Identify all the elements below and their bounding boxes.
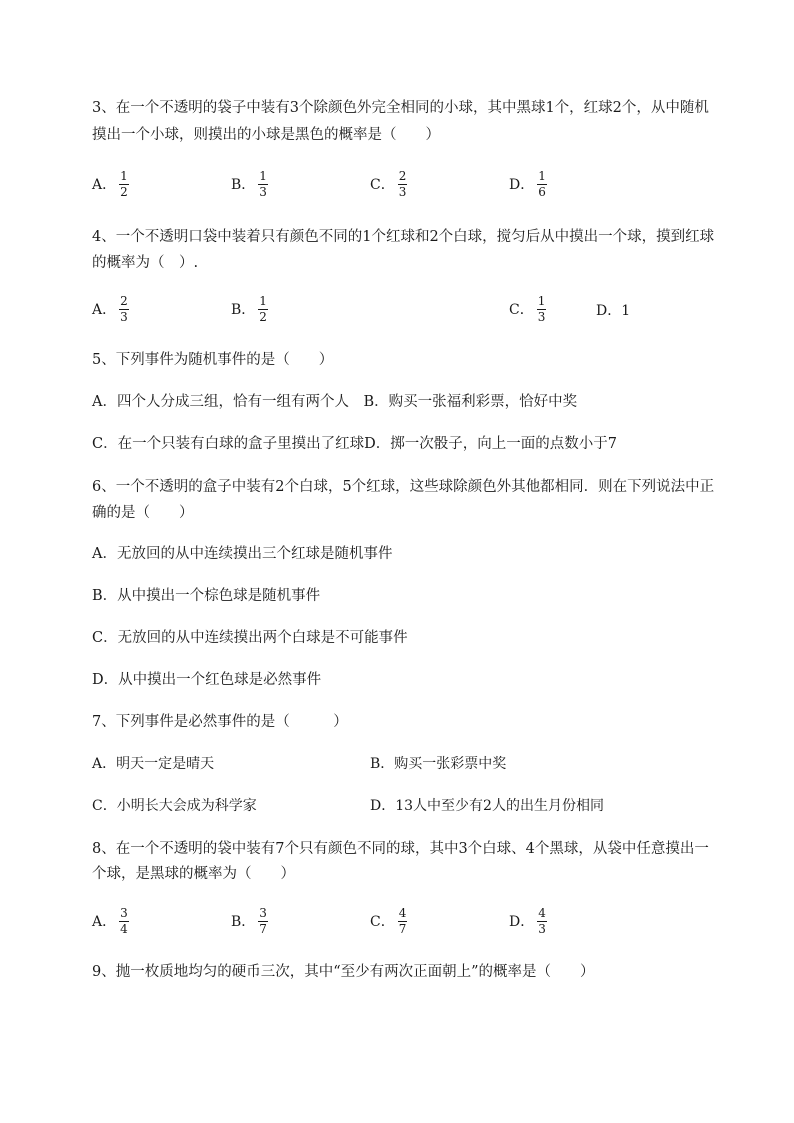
denominator: 7 [398,922,407,936]
q7-option-d: D．13人中至少有2人的出生月份相同 [370,798,604,814]
fraction [537,907,547,936]
q5-stem: 5、下列事件为随机事件的是（ ） [92,352,334,368]
fraction [398,907,408,936]
q4-option-b [231,295,268,324]
q8-option-b [231,907,268,936]
q8-stem-line2: 个球，是黑球的概率为（ ） [92,866,295,882]
fraction [398,170,408,199]
q4-stem-line2: 的概率为（ ）. [92,255,199,271]
q4-option-a [92,295,129,324]
option-letter: A． [92,301,117,318]
denominator: 4 [120,922,128,936]
q6-option-b: B．从中摸出一个棕色球是随机事件 [92,588,321,604]
q6-stem-line1: 6、一个不透明的盒子中装有2个白球，5个红球，这些球除颜色外其他都相同．则在下列说法中正 [92,479,715,495]
q9-stem: 9、抛一枚质地均匀的硬币三次，其中“至少有两次正面朝上”的概率是（ ） [92,964,595,980]
q7-option-a: A．明天一定是晴天 [92,756,215,772]
option-letter: A． [92,913,117,930]
q3-option-a [92,170,129,199]
numerator: 3 [120,906,128,920]
q8-option-a [92,907,129,936]
q3-stem-line2: 摸出一个小球，则摸出的小球是黑色的概率是（ ） [92,127,440,143]
numerator: 2 [398,169,407,183]
fraction [258,907,268,936]
q8-stem-line1: 8、在一个不透明的袋中装有7个只有颜色不同的球，其中3个白球、4个黑球，从袋中任意摸出一 [92,841,709,857]
numerator: 1 [259,169,267,183]
fraction [119,170,129,199]
q3-option-c [370,170,407,199]
numerator: 4 [538,906,546,920]
denominator: 3 [120,310,128,324]
q7-option-b: B．购买一张彩票中奖 [370,756,507,772]
q6-option-a: A．无放回的从中连续摸出三个红球是随机事件 [92,546,393,562]
numerator: 1 [259,294,267,308]
fraction [537,295,547,324]
option-letter: D． [509,913,535,930]
q7-stem: 7、下列事件是必然事件的是（ ） [92,714,348,730]
q8-option-d [509,907,547,936]
q4-option-c [509,295,546,324]
denominator: 3 [537,310,546,324]
denominator: 3 [398,185,407,199]
q3-option-b [231,170,268,199]
denominator: 3 [259,185,267,199]
q6-stem-line2: 确的是（ ） [92,505,194,521]
q4-option-d: D．1 [596,303,631,319]
q4-stem-line1: 4、一个不透明口袋中装着只有颜色不同的1个红球和2个白球，搅匀后从中摸出一个球，摸到红球 [92,229,715,245]
option-letter: B． [231,176,256,193]
fraction [258,295,268,324]
denominator: 2 [259,310,267,324]
numerator: 1 [537,294,546,308]
denominator: 6 [538,185,546,199]
numerator: 1 [538,169,546,183]
option-letter: C． [370,176,395,193]
numerator: 2 [120,294,128,308]
q5-options-row2: C．在一个只装有白球的盒子里摸出了红球D．掷一次骰子，向上一面的点数小于7 [92,436,617,452]
option-letter: C． [509,301,534,318]
denominator: 3 [538,922,546,936]
q6-option-d: D．从中摸出一个红色球是必然事件 [92,672,322,688]
option-letter: B． [231,301,256,318]
q7-option-c: C．小明长大会成为科学家 [92,798,257,814]
q3-option-d [509,170,547,199]
fraction [537,170,547,199]
denominator: 2 [120,185,128,199]
numerator: 1 [120,169,128,183]
fraction [258,170,268,199]
q3-stem-line1: 3、在一个不透明的袋子中装有3个除颜色外完全相同的小球，其中黑球1个，红球2个，从中随机 [92,100,709,116]
fraction [119,295,129,324]
denominator: 7 [259,922,267,936]
numerator: 3 [259,906,267,920]
fraction [119,907,129,936]
q8-option-c [370,907,407,936]
numerator: 4 [398,906,407,920]
option-letter: D． [509,176,535,193]
option-letter: A． [92,176,117,193]
q5-options-row1: A．四个人分成三组，恰有一组有两个人 B．购买一张福利彩票，恰好中奖 [92,394,578,410]
q6-option-c: C．无放回的从中连续摸出两个白球是不可能事件 [92,630,408,646]
option-letter: B． [231,913,256,930]
option-letter: C． [370,913,395,930]
